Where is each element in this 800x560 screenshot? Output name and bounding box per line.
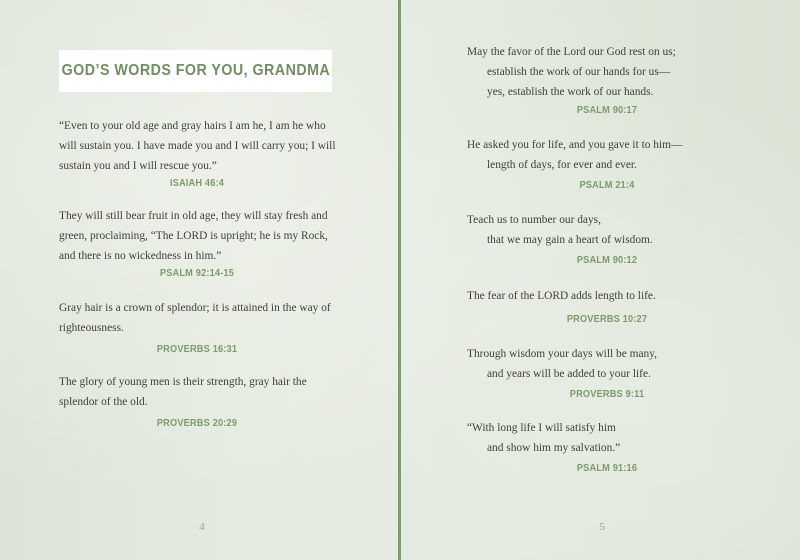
verse-reference: ISAIAH 46:4 xyxy=(169,178,225,189)
verse-line: and years will be added to your life. xyxy=(487,368,651,380)
verse-reference: PSALM 21:4 xyxy=(579,180,635,191)
verse-psalm-21-4 xyxy=(467,135,757,175)
verse-proverbs-9-11 xyxy=(467,344,757,384)
verse-reference: PROVERBS 20:29 xyxy=(156,418,238,429)
verse-psalm-90-12 xyxy=(467,210,757,250)
verse-line: May the favor of the Lord our God rest on us; xyxy=(467,46,676,58)
verse-line: Teach us to number our days, xyxy=(467,214,601,226)
verse-line: Gray hair is a crown of splendor; it is attained in the way of xyxy=(59,302,331,314)
verse-line: and show him my salvation.” xyxy=(487,442,621,454)
verse-psalm-92-14-15 xyxy=(59,206,342,266)
left-page xyxy=(0,0,398,560)
verse-reference: PROVERBS 9:11 xyxy=(569,389,645,400)
verse-line: They will still bear fruit in old age, they will stay fresh and xyxy=(59,210,328,222)
verse-line: that we may gain a heart of wisdom. xyxy=(487,234,653,246)
verse-line: and there is no wickedness in him.” xyxy=(59,250,222,262)
verse-proverbs-16-31 xyxy=(59,298,342,338)
verse-reference: PSALM 90:12 xyxy=(576,255,638,266)
verse-reference: PSALM 91:16 xyxy=(576,463,638,474)
verse-proverbs-10-27 xyxy=(467,286,757,306)
verse-reference: PROVERBS 10:27 xyxy=(566,314,648,325)
verse-line: “With long life I will satisfy him xyxy=(467,422,616,434)
verse-line: length of days, for ever and ever. xyxy=(487,159,637,171)
verse-line: The glory of young men is their strength, gray hair the xyxy=(59,376,307,388)
verse-line: “Even to your old age and gray hairs I am he, I am he who xyxy=(59,120,326,132)
verse-line: Through wisdom your days will be many, xyxy=(467,348,658,360)
page-number: 4 xyxy=(199,521,205,533)
verse-line: The fear of the LORD adds length to life. xyxy=(467,290,656,302)
verse-line: green, proclaiming, “The LORD is upright; he is my Rock, xyxy=(59,230,328,242)
verse-reference: PSALM 92:14-15 xyxy=(159,268,235,279)
verse-psalm-91-16 xyxy=(467,418,757,458)
verse-proverbs-20-29 xyxy=(59,372,342,412)
verse-line: He asked you for life, and you gave it to him— xyxy=(467,139,683,151)
title-banner xyxy=(59,50,332,92)
page-gutter xyxy=(398,0,401,560)
verse-line: yes, establish the work of our hands. xyxy=(487,86,654,98)
verse-reference: PSALM 90:17 xyxy=(576,105,638,116)
verse-line: sustain you and I will rescue you.” xyxy=(59,160,217,172)
page-number: 5 xyxy=(599,521,605,533)
verse-line: will sustain you. I have made you and I will carry you; I will xyxy=(59,140,336,152)
verse-line: establish the work of our hands for us— xyxy=(487,66,671,78)
verse-line: splendor of the old. xyxy=(59,396,148,408)
page-title: GOD’S WORDS FOR YOU, GRANDMA xyxy=(61,62,330,79)
verse-line: righteousness. xyxy=(59,322,124,334)
verse-psalm-90-17 xyxy=(467,42,757,102)
verse-isaiah-46-4 xyxy=(59,116,342,176)
right-page xyxy=(402,0,800,560)
verse-reference: PROVERBS 16:31 xyxy=(156,344,238,355)
